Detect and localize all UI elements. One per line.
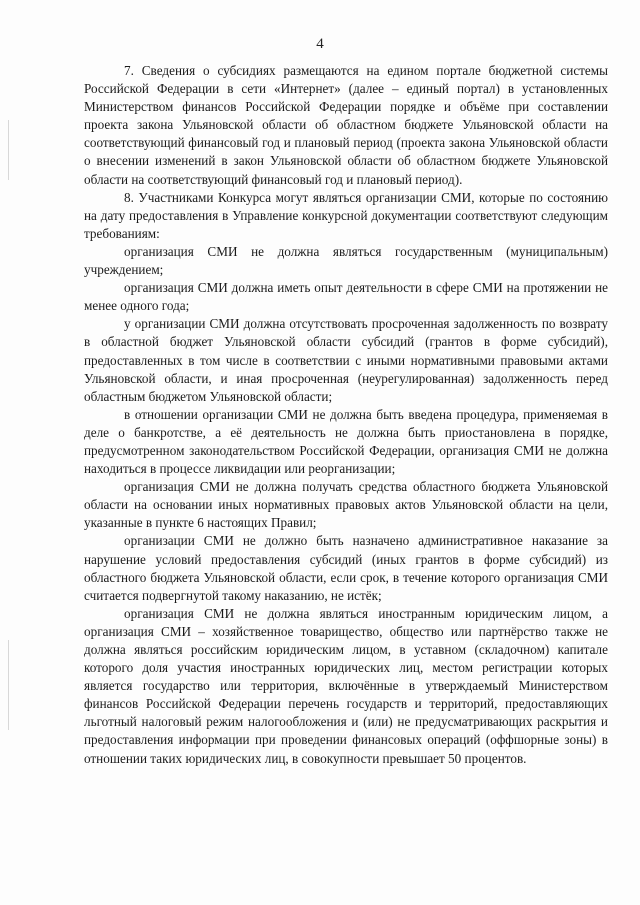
requirement-item: организация СМИ должна иметь опыт деятельности в сфере СМИ на протяжении не менее одного года;	[84, 280, 608, 314]
scan-edge-mark	[8, 640, 9, 730]
requirement-item: организация СМИ не должна являться иностранным юридическим лицом, а организация СМИ – хозяйственное товарищество, общество или партнёрство также не должна являться российским юридическим лицом, в уставном (складочном) капитале которого доля участия иностранных юридических лиц, местом регистрации которых является государство или территория, включённые в утверждаемый Министерством финансов Российской Федерации перечень государств и территорий, предоставляющих льготный налоговый режим налогообложения и (или) не предусматривающих раскрытия и предоставления информации при проведении финансовых операций (оффшорные зоны) в отношении таких юридических лиц, в совокупности превышает 50 процентов.	[84, 605, 608, 766]
requirement-item: организация СМИ не должна получать средства областного бюджета Ульяновской области на основании иных нормативных правовых актов Ульяновской области на цели, указанные в пункте 6 настоящих Правил;	[84, 479, 608, 531]
requirement-item: у организации СМИ должна отсутствовать просроченная задолженность по возврату в областной бюджет Ульяновской области субсидий (грантов в форме субсидий), предоставленных в том числе в соответствии с иными нормативными правовыми актами Ульяновской области, и иная просроченная (неурегулированная) задолженность перед областным бюджетом Ульяновской области;	[84, 316, 608, 404]
requirement-item: в отношении организации СМИ не должна быть введена процедура, применяемая в деле о банкротстве, а её деятельность не должна быть приостановлена в порядке, предусмотренном законодательством Российской Федерации, организация СМИ не должна находиться в процессе ликвидации или реорганизации;	[84, 406, 608, 477]
page-number: 4	[316, 36, 324, 52]
scan-edge-mark	[8, 120, 9, 180]
paragraph-8: 8. Участниками Конкурса могут являться организации СМИ, которые по состоянию на дату предоставления в Управление конкурсной документации соответствуют следующим требованиям:	[84, 189, 608, 241]
requirement-item: организация СМИ не должна являться государственным (муниципальным) учреждением;	[84, 243, 608, 278]
document-body	[84, 62, 608, 768]
paragraph-7: 7. Сведения о субсидиях размещаются на едином портале бюджетной системы Российской Федерации в сети «Интернет» (далее – единый портал) в установленных Министерством финансов Российской Федерации порядке и объёме при составлении проекта закона Ульяновской области об областном бюджете Ульяновской области на соответствующий финансовый год и плановый период (проекта закона Ульяновской области о внесении изменений в закон Ульяновской области об областном бюджете Ульяновской области на соответствующий финансовый год и плановый период).	[84, 63, 608, 187]
requirement-item: организации СМИ не должно быть назначено административное наказание за нарушение условий предоставления субсидий (иных грантов в форме субсидий) из областного бюджета Ульяновской области, если срок, в течение которого организация СМИ считается подвергнутой такому наказанию, не истёк;	[84, 533, 608, 603]
